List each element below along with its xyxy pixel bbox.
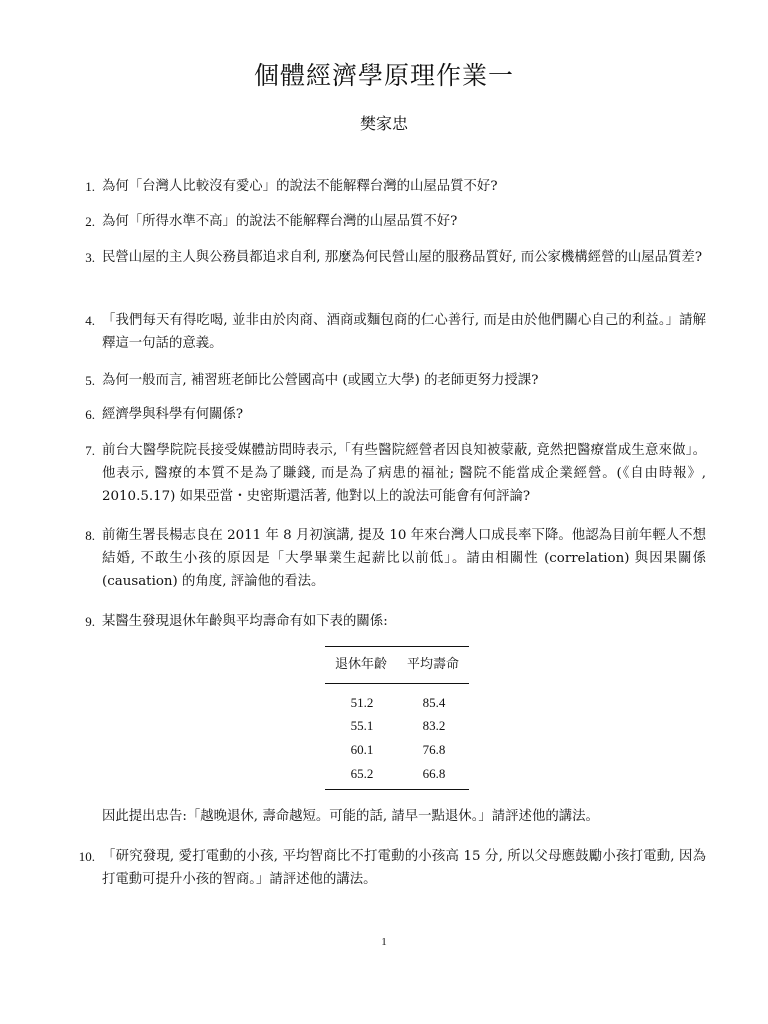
table-cell: 65.2 xyxy=(350,766,374,781)
table-cell: 66.8 xyxy=(422,766,446,781)
question-number: 8. xyxy=(85,528,95,543)
question-number: 5. xyxy=(85,373,95,388)
table-cell: 85.4 xyxy=(422,695,446,710)
page-number: 1 xyxy=(381,936,387,948)
table-cell: 83.2 xyxy=(422,718,446,733)
retirement-lifespan-table xyxy=(325,646,469,790)
question-text: 某醫生發現退休年齡與平均壽命有如下表的關係: xyxy=(102,614,388,629)
document-author: 樊家忠 xyxy=(359,114,408,133)
question-number: 2. xyxy=(85,214,95,229)
question-number: 1. xyxy=(85,179,95,194)
question-text: 前台大醫學院院長接受媒體訪問時表示,「有些醫院經營者因良知被蒙蔽, 竟然把醫療當成生意來做」。他表示, 醫療的本質不是為了賺錢, 而是為了病患的福祉; 醫院不能當成企業經營。(《自由時報》, 2010.5.17) 如果亞當・史密斯還活著, 他對以上的說法可能會有何評論? xyxy=(102,443,706,504)
table-header-average-lifespan: 平均壽命 xyxy=(407,657,460,672)
table-header-retirement-age: 退休年齡 xyxy=(335,657,388,672)
document-title: 個體經濟學原理作業一 xyxy=(253,61,514,90)
question-text: 為何「台灣人比較沒有愛心」的說法不能解釋台灣的山屋品質不好? xyxy=(102,179,498,194)
table-cell: 51.2 xyxy=(350,695,374,710)
table-cell: 76.8 xyxy=(422,742,446,757)
question-text: 為何「所得水準不高」的說法不能解釋台灣的山屋品質不好? xyxy=(102,214,458,229)
question-text: 前衛生署長楊志良在 2011 年 8 月初演講, 提及 10 年來台灣人口成長率下降。他認為目前年輕人不想結婚, 不敢生小孩的原因是「大學畢業生起薪比以前低」。請由相關性 (correlation) 與因果關係 (causation) 的角度, 評論他的看法。 xyxy=(102,528,706,589)
question-text: 「研究發現, 愛打電動的小孩, 平均智商比不打電動的小孩高 15 分, 所以父母應鼓勵小孩打電動, 因為打電動可提升小孩的智商。」請評述他的講法。 xyxy=(102,849,706,887)
question-text: 經濟學與科學有何關係? xyxy=(102,407,244,422)
question-number: 9. xyxy=(85,614,95,629)
question-text: 民營山屋的主人與公務員都追求自利, 那麼為何民營山屋的服務品質好, 而公家機構經營的山屋品質差? xyxy=(102,250,702,265)
question-number: 10. xyxy=(78,849,95,864)
table-header xyxy=(325,647,469,684)
table-cell: 60.1 xyxy=(350,742,374,757)
question-number: 3. xyxy=(85,250,95,265)
question-number: 6. xyxy=(85,407,95,422)
question-number: 7. xyxy=(85,443,95,458)
question-number: 4. xyxy=(85,313,95,328)
question-text: 「我們每天有得吃喝, 並非由於肉商、酒商或麵包商的仁心善行, 而是由於他們關心自己的利益。」請解釋這一句話的意義。 xyxy=(102,313,706,351)
question-9-conclusion: 因此提出忠告:「越晚退休, 壽命越短。可能的話, 請早一點退休。」請評述他的講法。 xyxy=(102,809,599,824)
question-text: 為何一般而言, 補習班老師比公營國高中 (或國立大學) 的老師更努力授課? xyxy=(102,373,539,388)
table-cell: 55.1 xyxy=(350,718,374,733)
